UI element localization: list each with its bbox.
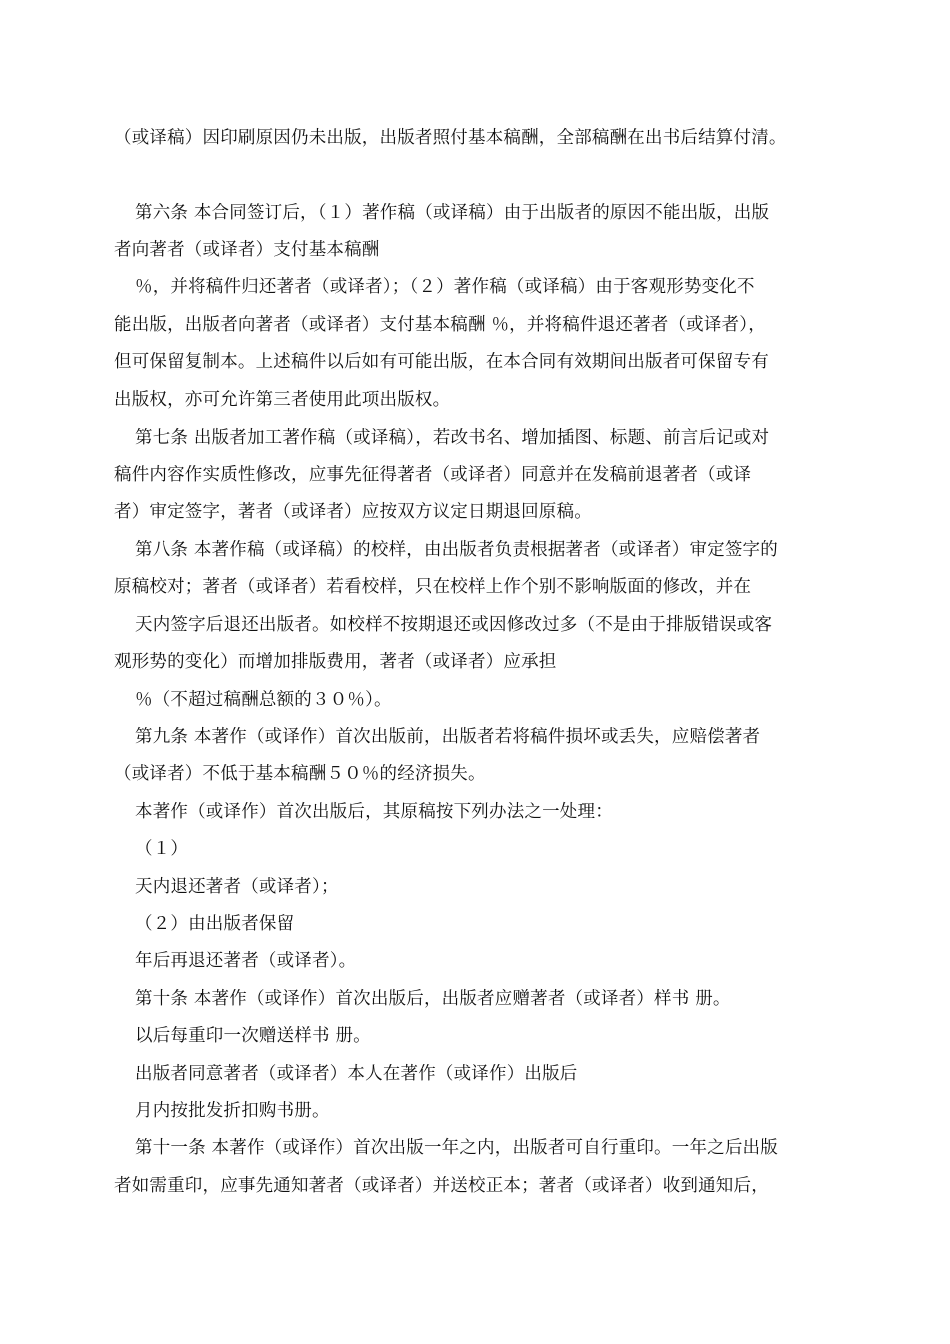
text-line: 观形势的变化）而增加排版费用，著者（或译者）应承担 — [114, 652, 557, 672]
text-line: 年后再退还著者（或译者）。 — [135, 951, 357, 971]
article-10-heading-line: 第十条 本著作（或译作）首次出版后，出版者应赠著者（或译者）样书 册。 — [135, 989, 731, 1009]
text-line: 能出版，出版者向著者（或译者）支付基本稿酬 ％，并将稿件退还著者（或译者）， — [114, 315, 766, 335]
article-9-heading-line: 第九条 本著作（或译作）首次出版前，出版者若将稿件损坏或丢失，应赔偿著者 — [135, 727, 761, 747]
article-7-heading-line: 第七条 出版者加工著作稿（或译稿），若改书名、增加插图、标题、前言后记或对 — [135, 428, 770, 448]
text-line: ％，并将稿件归还著者（或译者）；（２）著作稿（或译稿）由于客观形势变化不 — [135, 277, 755, 297]
text-line: （或译稿）因印刷原因仍未出版，出版者照付基本稿酬，全部稿酬在出书后结算付清。 — [114, 128, 787, 148]
text-line: 者）审定签字，著者（或译者）应按双方议定日期退回原稿。 — [114, 502, 592, 522]
article-6-heading-line: 第六条 本合同签订后，（１）著作稿（或译稿）由于出版者的原因不能出版，出版 — [135, 203, 770, 223]
text-line: 出版权，亦可允许第三者使用此项出版权。 — [114, 390, 451, 410]
text-line: （或译者）不低于基本稿酬５０％的经济损失。 — [114, 764, 486, 784]
text-line: 稿件内容作实质性修改，应事先征得著者（或译者）同意并在发稿前退著者（或译 — [114, 465, 752, 485]
text-line: （２）由出版者保留 — [135, 914, 295, 934]
text-line: 以后每重印一次赠送样书 册。 — [135, 1026, 371, 1046]
text-line: 者如需重印，应事先通知著者（或译者）并送校正本；著者（或译者）收到通知后， — [114, 1176, 769, 1196]
text-line: 原稿校对；著者（或译者）若看校样，只在校样上作个别不影响版面的修改，并在 — [114, 577, 752, 597]
text-line: 但可保留复制本。上述稿件以后如有可能出版，在本合同有效期间出版者可保留专有 — [114, 352, 769, 372]
article-8-heading-line: 第八条 本著作稿（或译稿）的校样，由出版者负责根据著者（或译者）审定签字的 — [135, 540, 778, 560]
text-line: 天内签字后退还出版者。如校样不按期退还或因修改过多（不是由于排版错误或客 — [135, 615, 773, 635]
text-line: 本著作（或译作）首次出版后，其原稿按下列办法之一处理： — [135, 802, 613, 822]
text-line: 月内按批发折扣购书册。 — [135, 1101, 330, 1121]
article-11-heading-line: 第十一条 本著作（或译作）首次出版一年之内，出版者可自行重印。一年之后出版 — [135, 1138, 778, 1158]
text-line: 天内退还著者（或译者）； — [135, 877, 339, 897]
text-line: ％（不超过稿酬总额的３０％）。 — [135, 690, 392, 710]
text-line: 者向著者（或译者）支付基本稿酬 — [114, 240, 380, 260]
text-line: 出版者同意著者（或译者）本人在著作（或译作）出版后 — [135, 1064, 578, 1084]
text-line: （１） — [135, 839, 189, 859]
